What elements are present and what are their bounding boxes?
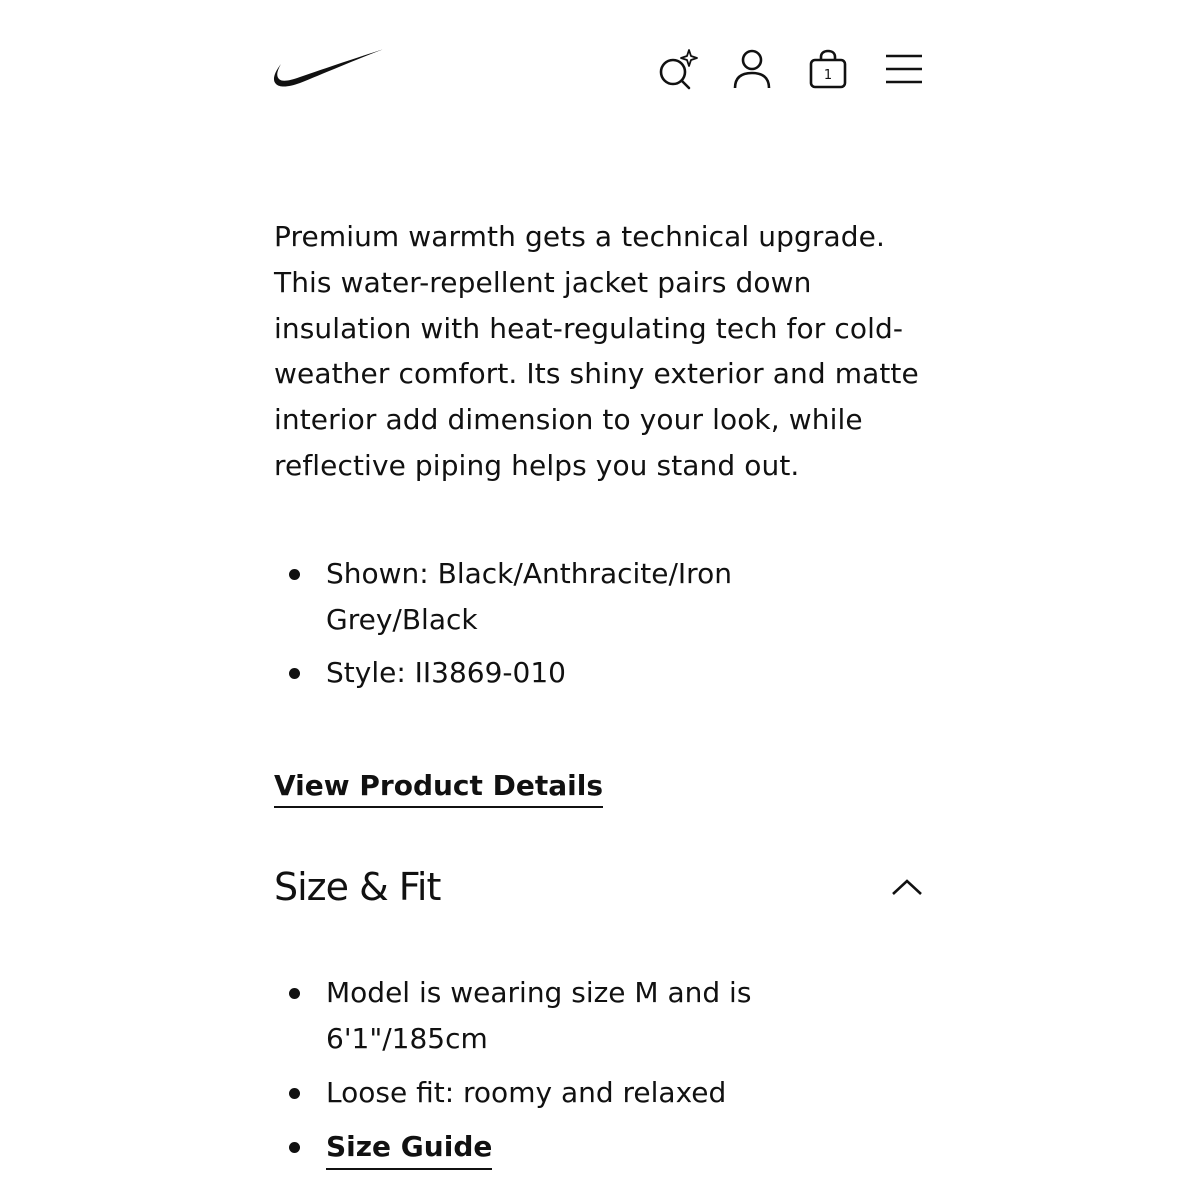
nike-logo[interactable]	[272, 46, 388, 92]
product-attributes	[274, 551, 794, 696]
shown-colors: Shown: Black/Anthracite/Iron Grey/Black	[326, 556, 732, 636]
bullet-dot	[289, 1088, 300, 1099]
size-fit-accordion-toggle[interactable]	[274, 864, 924, 910]
model-size-info: Model is wearing size M and is 6'1"/185cm	[326, 976, 752, 1055]
bullet-dot	[289, 569, 300, 580]
menu-icon	[885, 53, 923, 85]
list-item	[274, 1070, 794, 1116]
size-fit-list	[274, 970, 794, 1169]
bullet-dot	[289, 988, 300, 999]
size-guide-link[interactable]: Size Guide	[326, 1130, 492, 1170]
list-item	[274, 1124, 794, 1170]
header-actions	[638, 44, 942, 94]
list-item	[274, 551, 794, 643]
bullet-dot	[289, 1142, 300, 1153]
site-header	[0, 0, 1200, 140]
chevron-up-icon	[890, 877, 924, 897]
list-item	[274, 650, 794, 696]
product-info	[274, 214, 934, 1178]
product-description: Premium warmth gets a technical upgrade. This water-repellent jacket pairs down insulation with heat-regulating tech for cold-weather comfort. Its shiny exterior and matte interior add dimension to your look, while reflective piping helps you stand out.	[274, 220, 919, 482]
fit-info: Loose fit: roomy and relaxed	[326, 1075, 727, 1109]
search-button[interactable]	[638, 44, 714, 94]
account-icon	[732, 48, 772, 90]
bag-count: 1	[823, 68, 833, 83]
ai-search-icon	[653, 46, 699, 92]
menu-button[interactable]	[866, 44, 942, 94]
style-code: Style: II3869-010	[326, 656, 566, 690]
bag-button[interactable]	[790, 44, 866, 94]
bullet-dot	[289, 668, 300, 679]
swoosh-icon	[272, 46, 388, 92]
list-item	[274, 970, 794, 1062]
bag-icon	[808, 48, 848, 90]
details-link-row	[274, 768, 934, 804]
view-product-details-link[interactable]: View Product Details	[274, 769, 603, 808]
account-button[interactable]	[714, 44, 790, 94]
size-fit-title: Size & Fit	[274, 865, 441, 910]
